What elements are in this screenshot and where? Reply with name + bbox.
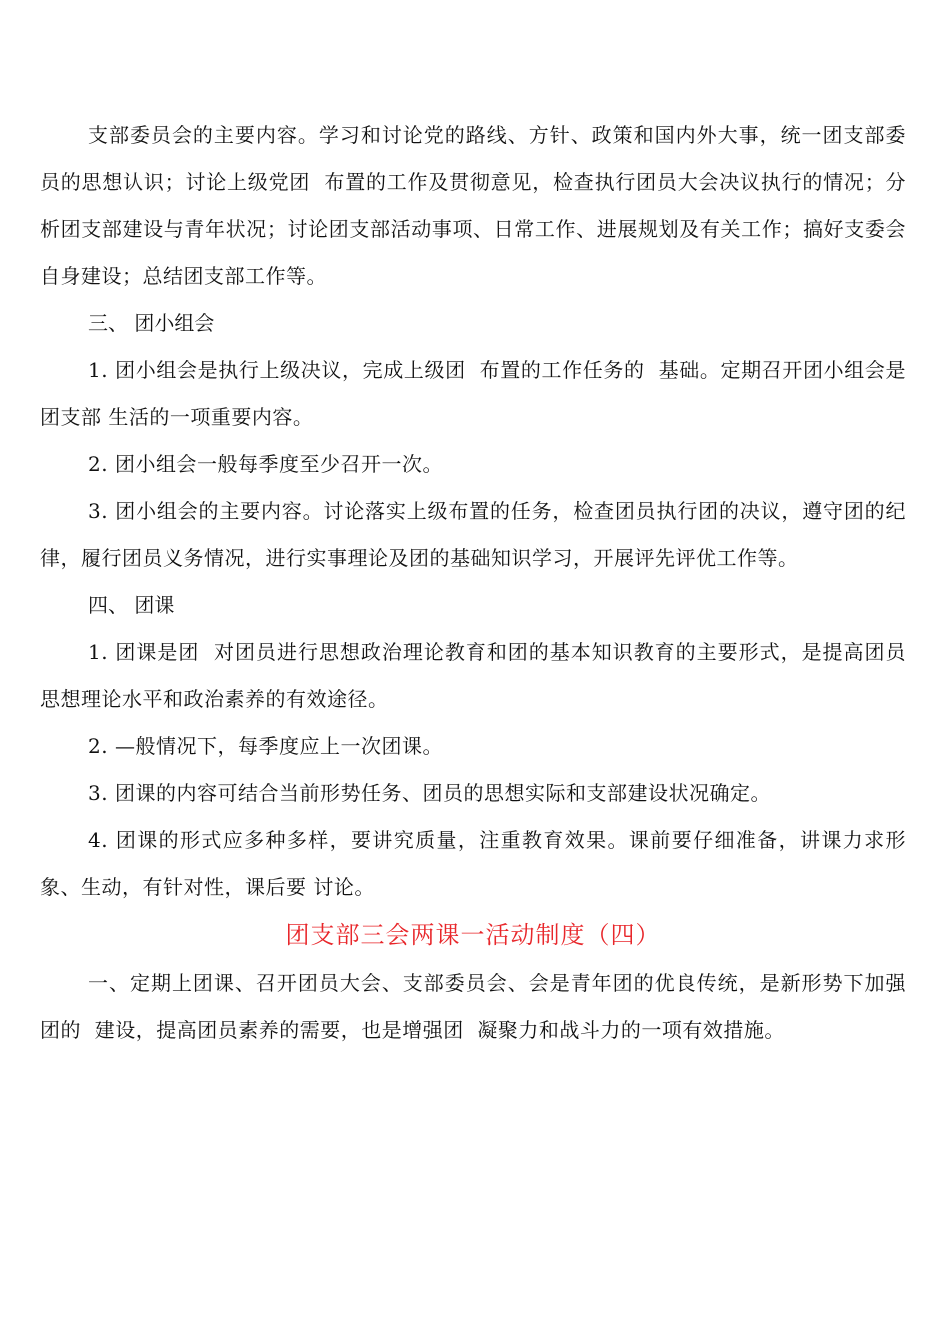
document-body — [40, 112, 906, 1054]
paragraph-final-intro: 一、定期上团课、召开团员大会、支部委员会、会是青年团的优良传统，是新形势下加强团的 建设，提高团员素养的需要，也是增强团 凝聚力和战斗力的一项有效措施。 — [40, 971, 906, 1042]
paragraph-group-meeting-2: 2. 团小组会一般每季度至少召开一次。 — [88, 452, 443, 476]
document-section-title: 团支部三会两课一活动制度（四） — [285, 921, 661, 949]
paragraph-group-meeting-3: 3. 团小组会的主要内容。讨论落实上级布置的任务，检查团员执行团的决议，遵守团的纪律，履行团员义务情况，进行实事理论及团的基础知识学习，开展评先评优工作等。 — [40, 499, 906, 570]
paragraph-league-class-4: 4. 团课的形式应多种多样，要讲究质量，注重教育效果。课前要仔细准备，讲课力求形象、生动，有针对性，课后要 讨论。 — [40, 828, 906, 899]
paragraph-committee-content: 支部委员会的主要内容。学习和讨论党的路线、方针、政策和国内外大事，统一团支部委员的思想认识；讨论上级党团 布置的工作及贯彻意见，检查执行团员大会决议执行的情况；分析团支部建设与青年状况；讨论团支部活动事项、日常工作、进展规划及有关工作；搞好支委会自身建设；总结团支部工作等。 — [40, 123, 906, 288]
paragraph-league-class-2: 2. —般情况下，每季度应上一次团课。 — [88, 734, 443, 758]
section-heading-league-class: 四、 团课 — [88, 593, 175, 617]
section-heading-group-meeting: 三、 团小组会 — [88, 311, 215, 335]
paragraph-league-class-1: 1. 团课是团 对团员进行思想政治理论教育和团的基本知识教育的主要形式，是提高团员思想理论水平和政治素养的有效途径。 — [40, 640, 906, 711]
paragraph-group-meeting-1: 1. 团小组会是执行上级决议，完成上级团 布置的工作任务的 基础。定期召开团小组会是团支部 生活的一项重要内容。 — [40, 358, 906, 429]
paragraph-league-class-3: 3. 团课的内容可结合当前形势任务、团员的思想实际和支部建设状况确定。 — [88, 781, 771, 805]
